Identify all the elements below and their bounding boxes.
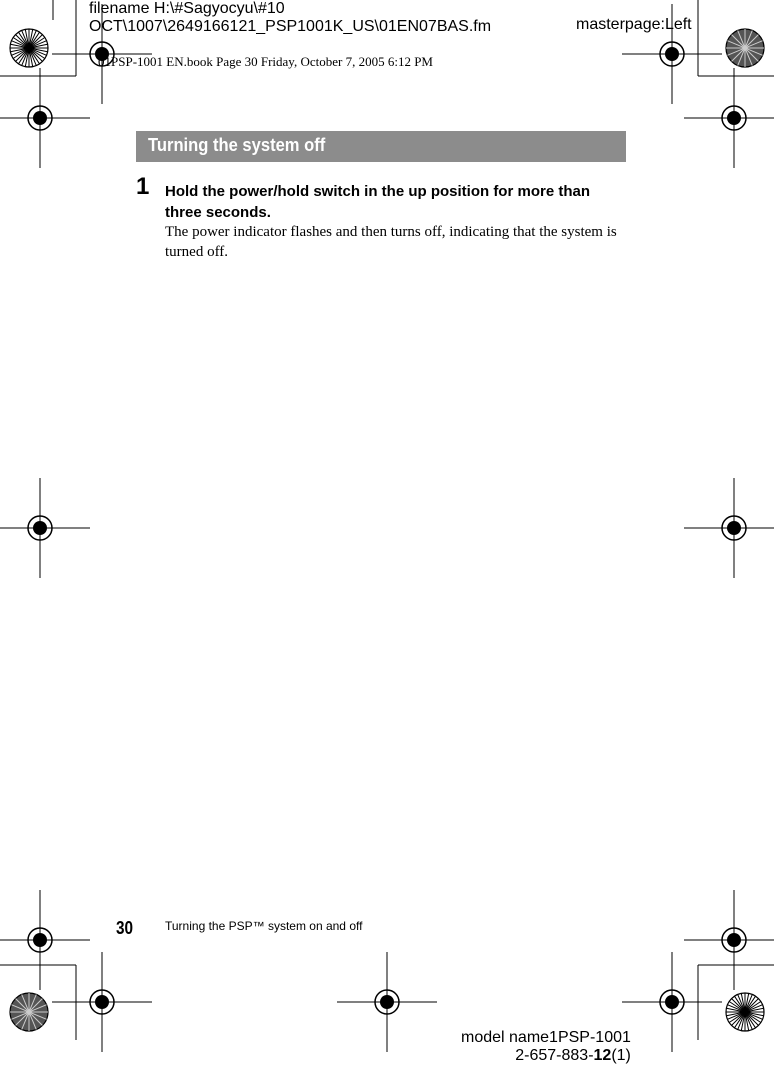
step-instruction: Hold the power/hold switch in the up position for more than three seconds. — [165, 183, 590, 221]
book-info-line: 01PSP-1001 EN.book Page 30 Friday, October 7, 2005 6:12 PM — [98, 54, 433, 69]
page-number: 30 — [116, 918, 134, 938]
footer-chapter-title: Turning the PSP™ system on and off — [165, 919, 363, 933]
step-description: The power indicator flashes and then turns off, indicating that the system is turned off. — [165, 224, 617, 260]
model-code — [461, 1047, 631, 1065]
model-name: model name1PSP-1001 — [461, 1029, 631, 1046]
masterpage-label: masterpage:Left — [576, 16, 692, 33]
model-code-bold: 12 — [593, 1047, 612, 1064]
filename-line-2: OCT\1007\2649166121_PSP1001K_US\01EN07BAS.fm — [89, 18, 492, 35]
model-code-suffix: (1) — [611, 1047, 631, 1064]
model-code-prefix: 2-657-883- — [515, 1047, 594, 1064]
filename-slug — [89, 0, 491, 36]
step-number: 1 — [136, 173, 150, 200]
model-info — [461, 1029, 631, 1065]
filename-line-1: filename H:\#Sagyocyu\#10 — [89, 0, 285, 17]
section-heading: Turning the system off — [148, 135, 326, 155]
